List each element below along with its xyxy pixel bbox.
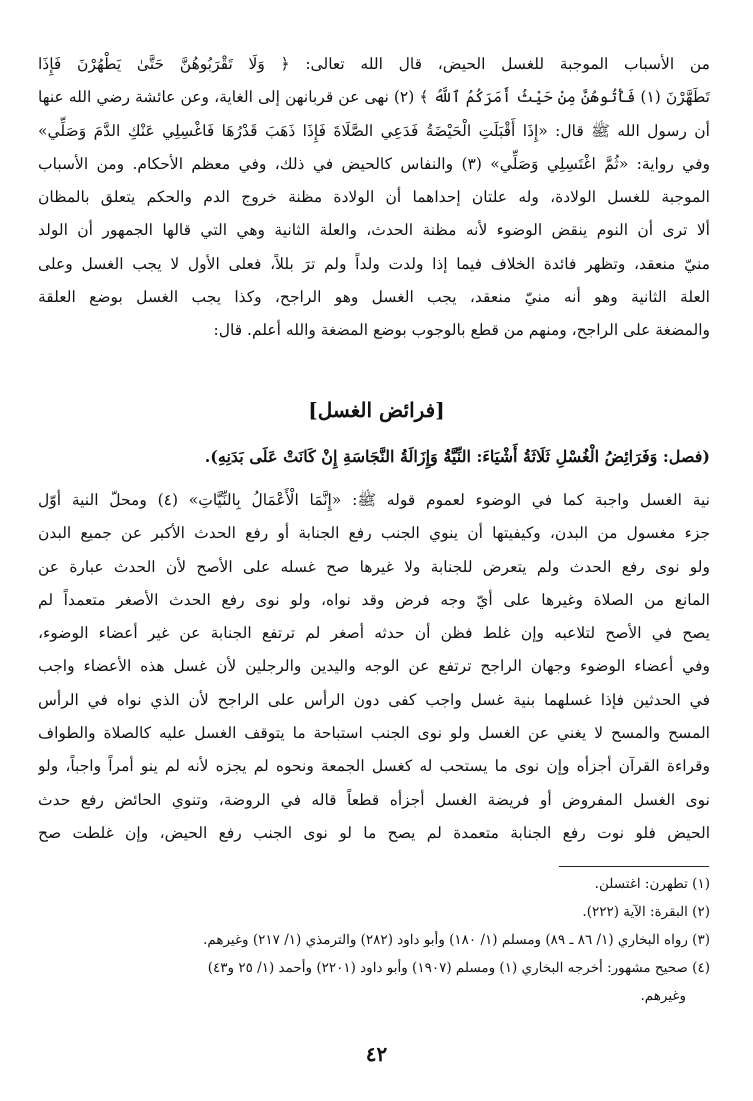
footnote-divider [559,866,709,867]
text-line: في الحدثين فإذا غسلهما بنية غسل واجب كفى دون الرأس على الراجح لأن الذي نواه في الرأس [38,690,710,709]
footnotes [38,870,710,1010]
text-line: منيّ منعقد، وتظهر فائدة الخلاف فيما إذا ولدت ولداً ولم ترَ بللاً، فعلى الأول لا يجب الغسل وعلى [38,254,710,273]
text-line: من الأسباب الموجبة للغسل الحيض، قال الله تعالى: ﴿ وَلَا تَقْرَبُوهُنَّ حَتَّىٰ يَطْهُرْنَ فَإِذَا [38,55,710,73]
text-line: وفي أعضاء الوضوء وجهان الراجح ترتفع عن الوجه واليدين والرجلين لأن غسل هذه الأعضاء واجب [38,657,710,676]
text-line: تَطَهَّرْنَ (١) فَأْتُوهُنَّ مِنْ حَيْثُ أَمَرَكُمُ ٱللَّهُ ﴾ (٢) نهى عن قربانهن إلى الغاية، وعن عائشة رضي الله عنها [38,88,710,107]
text-line: نية الغسل واجبة كما في الوضوء لعموم قوله ﷺ: «إِنَّمَا الْأَعْمَالُ بِالنِّيَّاتِ» (٤) ومحلّ النية أوّل [38,491,710,509]
body-text-top [38,48,710,348]
footnote: (٣) رواه البخاري (١/ ٨٦ ـ ٨٩) ومسلم (١/ ١٨٠) وأبو داود (٢٨٢) والترمذي (١/ ٢١٧) وغيرهم. [203,932,710,948]
text-line: العلة الثانية وهو أنه منيّ منعقد، يجب الغسل وهو الراجح، وكذا يجب الغسل بوضع العلقة [38,288,710,307]
footnote: (٢) البقرة: الآية (٢٢٢). [582,904,710,920]
footnote: (١) تطهرن: اغتسلن. [594,876,710,892]
body-text-bottom [38,484,710,850]
text-line: المانع من الصلاة وغيرها على أيّ وجه فرض وقد نواه، ولو نوى رفع الحدث الأصغر متعمداً لم [38,590,710,609]
text-line: والمضغة على الراجح، ومنهم من قطع بالوجوب بوضع المضغة والله أعلم. قال: [213,321,710,340]
text-line: المسح والمسح لا يغني عن الغسل ولو نوى الجنب استباحة ما يتوقف الغسل عليه كالصلاة والطواف [38,724,710,743]
text-line: ألا ترى أن النوم ينقض الوضوء لأنه مظنة الحدث، والعلة الثانية وهي التي قالها الجمهور أن الولد [38,221,710,240]
text-line: جزء مغسول من البدن، وكيفيتها أن ينوي الجنب رفع الجنابة أو رفع الحدث الأكبر عن جميع البدن [38,524,710,543]
text-line: وفي رواية: «ثُمَّ اغْتَسِلِي وَصَلِّي» (٣) والنفاس كالحيض في ذلك، وفي معظم الأحكام. ومن الأسباب [38,154,710,173]
footnote-continuation: وغيرهم. [640,988,686,1004]
footnote: (٤) صحيح مشهور: أخرجه البخاري (١) ومسلم (١٩٠٧) وأبو داود (٢٢٠١) وأحمد (١/ ٢٥ و٤٣) [207,960,710,976]
text-line: نوى الغسل المفروض أو فريضة الغسل أجزأه قطعاً قاله في الروضة، وتنوي الحائض رفع حدث [38,790,710,809]
text-line: الحيض فلو نوت رفع الجنابة متعمدة لم يصح ما لو نوى الجنب رفع الحيض، وإن غلطت صح [38,823,710,842]
text-line: وقراءة القرآن أجزأه وإن نوى ما يستحب له كغسل الجمعة ونحوه لم يجزه لأنه لم ينو أمراً واجباً، ولو [38,757,710,776]
fasl-line: (فصل: وَفَرَائِضُ الْغُسْلِ ثَلَاثَةُ أَشْيَاءَ: النِّيَّةُ وَإِزَالَةُ النَّجَاسَةِ إِنْ كَانَتْ عَلَى بَدَنِهِ). [204,447,710,466]
section-heading: [فرائض الغسل] [308,398,445,422]
text-line: الموجبة للغسل الولادة، وله علتان إحداهما أن الولادة مظنة خروج الدم والحكم يتعلق بالمظان [38,188,710,207]
text-line: ولو نوى رفع الحدث ولم يتعرض للجنابة ولا غيرها صح غسله على الأصح لأن الحدث عبارة عن [38,557,710,576]
page-number: ٤٢ [365,1042,388,1066]
text-line: يصح في الأصح لتلاعبه وإن غلط فظن أن حدثه أصغر لم ترتفع الجنابة عن غير أعضاء الوضوء، [38,624,710,643]
text-line: أن رسول الله ﷺ قال: «إِذَا أَقْبَلَتِ الْحَيْضَةُ فَدَعِي الصَّلَاةَ فَإِذَا ذَهَبَ قَدْرُهَا فَاغْسِلِي عَنْكِ الدَّمَ وَصَلِّي» [38,121,710,140]
